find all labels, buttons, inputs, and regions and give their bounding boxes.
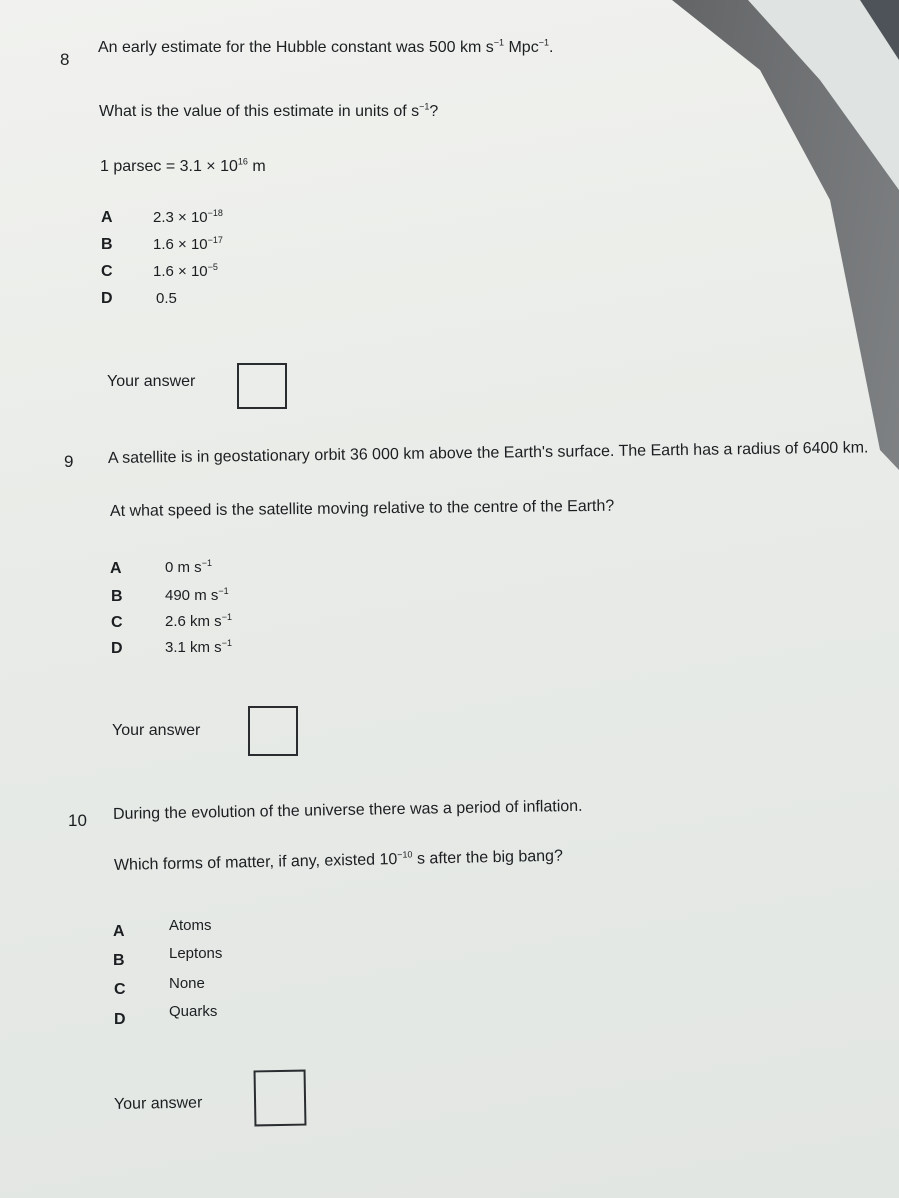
question-stem: A satellite is in geostationary orbit 36 000 km above the Earth's surface. The Earth has a radius of 6400 km. [107, 439, 869, 467]
answer-box[interactable] [248, 706, 298, 756]
question-prompt: Which forms of matter, if any, existed $10^{-10}$ s after the big bang? [113, 847, 564, 874]
question-prompt: What is the value of this estimate in units of $s^{-1}$? [99, 101, 439, 120]
given-data: 1 $parsec = 3.1 \times 10^{16}$ m [100, 156, 266, 175]
answer-label: Your answer [113, 1094, 203, 1113]
answer-label: Your answer [112, 722, 201, 739]
question-prompt: At what speed is the satellite moving relative to the centre of the Earth? [109, 497, 615, 520]
question-number: 8 [60, 50, 70, 69]
question-number: 9 [64, 452, 74, 471]
question-stem: During the evolution of the universe there was a period of inflation. [112, 797, 583, 823]
question-stem: An early estimate for the Hubble constant was 500 km $s^{-1}$ Mpc$^{-1}$. [98, 37, 554, 56]
question-number: 10 [68, 811, 87, 830]
answer-box[interactable] [237, 363, 287, 409]
answer-label: Your answer [107, 373, 196, 390]
answer-box[interactable] [254, 1070, 307, 1127]
